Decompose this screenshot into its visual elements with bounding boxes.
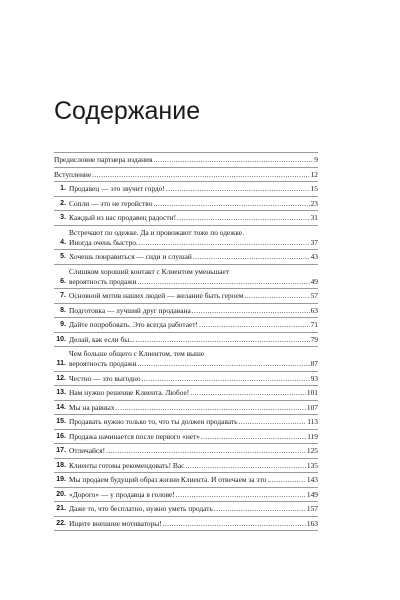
toc-entry bbox=[54, 168, 318, 183]
chapter-title-last-line bbox=[69, 388, 318, 398]
chapter-number: 7. bbox=[60, 292, 66, 299]
toc-entry bbox=[54, 401, 318, 416]
chapter-number: 6. bbox=[60, 277, 66, 285]
chapter-title: Клиенты готовы рекомендовать! Вас bbox=[69, 460, 185, 470]
chapter-title-line: Встречают по одежке. Да и провожают тоже по одежке. bbox=[69, 227, 244, 237]
chapter-title: Подготовка — лучший друг продавана bbox=[69, 305, 191, 315]
dot-leader bbox=[193, 252, 310, 262]
toc-entry-body bbox=[69, 417, 318, 427]
chapter-title-last-line bbox=[69, 306, 318, 316]
toc-entry-body bbox=[69, 252, 318, 262]
toc-entry bbox=[54, 347, 318, 372]
chapter-number: 1. bbox=[60, 185, 66, 192]
toc-entry bbox=[54, 226, 318, 251]
toc-entry-body bbox=[69, 184, 318, 194]
chapter-title-last-line bbox=[54, 155, 318, 165]
chapter-title-last-line bbox=[69, 335, 318, 345]
chapter-title-last-line bbox=[69, 213, 318, 223]
toc-entry-body bbox=[69, 504, 318, 514]
page-number: 149 bbox=[306, 489, 318, 499]
dot-leader bbox=[92, 170, 309, 180]
chapter-title-last-line bbox=[69, 504, 318, 514]
toc-entry bbox=[54, 386, 318, 401]
toc-entry-body bbox=[69, 461, 318, 471]
page-number: 43 bbox=[310, 252, 318, 261]
dot-leader bbox=[199, 320, 310, 330]
dot-leader bbox=[136, 335, 310, 345]
chapter-title: Нам нужно решение Клиента. Любое! bbox=[69, 388, 190, 397]
chapter-title: Каждый из нас продавец радости! bbox=[69, 213, 177, 222]
toc-entry bbox=[54, 488, 318, 503]
toc-entry-body bbox=[69, 213, 318, 223]
chapter-title: Мы на равных bbox=[69, 402, 115, 412]
chapter-title: Честно — это выгодно bbox=[69, 373, 141, 383]
page-number: 79 bbox=[310, 334, 318, 344]
page-number: 119 bbox=[307, 431, 318, 441]
toc-entry-body bbox=[69, 320, 318, 330]
dot-leader bbox=[177, 213, 310, 223]
chapter-title-last-line bbox=[69, 446, 318, 456]
table-of-contents bbox=[54, 152, 318, 531]
chapter-title: Продавец — это звучит гордо! bbox=[69, 184, 165, 193]
toc-entry-body bbox=[54, 155, 318, 165]
chapter-title-last-line bbox=[69, 252, 318, 262]
toc-entry-body bbox=[69, 349, 318, 369]
chapter-title-last-line bbox=[69, 199, 318, 209]
chapter-title-last-line bbox=[69, 374, 318, 384]
chapter-number: 22. bbox=[56, 519, 66, 527]
chapter-title: Отличайся! bbox=[69, 446, 106, 455]
dot-leader bbox=[244, 291, 309, 301]
chapter-title-last-line bbox=[69, 291, 318, 301]
chapter-title: Делай, как если бы... bbox=[69, 334, 135, 344]
dot-leader bbox=[176, 490, 306, 500]
page-number: 135 bbox=[306, 460, 318, 470]
dot-leader bbox=[137, 359, 309, 369]
chapter-number: 20. bbox=[56, 490, 66, 498]
toc-entry bbox=[54, 517, 318, 532]
chapter-title-last-line bbox=[69, 417, 318, 427]
toc-entry-body bbox=[69, 475, 318, 485]
chapter-title: Иногда очень быстро. bbox=[69, 237, 138, 247]
chapter-title-line: Слишком хороший контакт с Клиентом уменьшает bbox=[69, 266, 230, 276]
toc-entry bbox=[54, 502, 318, 517]
page-number: 9 bbox=[314, 155, 318, 164]
chapter-number: 12. bbox=[56, 374, 66, 382]
chapter-title-last-line bbox=[54, 170, 318, 180]
chapter-title-line: Чем больше общего с Клиентом, тем выше bbox=[69, 349, 205, 358]
toc-entry-body bbox=[54, 170, 318, 180]
toc-entry bbox=[54, 250, 318, 265]
toc-entry bbox=[54, 473, 318, 488]
toc-entry bbox=[54, 182, 318, 197]
page-number: 57 bbox=[310, 291, 318, 300]
dot-leader bbox=[153, 199, 309, 209]
chapter-title: вероятность продажи bbox=[69, 276, 137, 286]
dot-leader bbox=[116, 403, 306, 413]
dot-leader bbox=[267, 475, 305, 485]
toc-entry bbox=[54, 415, 318, 430]
chapter-title: Дайте попробовать. Это всегда работает! bbox=[69, 320, 198, 329]
chapter-title: Основной мотив наших людей — желание быть героем bbox=[69, 291, 244, 300]
page-number: 101 bbox=[306, 388, 318, 397]
page-number: 107 bbox=[306, 402, 318, 412]
chapter-number: 13. bbox=[56, 389, 66, 396]
toc-entry bbox=[54, 372, 318, 387]
chapter-title-last-line bbox=[69, 238, 318, 248]
page-number: 113 bbox=[307, 417, 318, 426]
chapter-title: Хочешь понравиться — сиди и слушай bbox=[69, 252, 192, 261]
dot-leader bbox=[192, 306, 310, 316]
chapter-title: Предисловие партнера издания bbox=[54, 155, 153, 164]
chapter-number: 17. bbox=[56, 447, 66, 454]
toc-entry-body bbox=[69, 446, 318, 456]
toc-entry bbox=[54, 444, 318, 459]
chapter-number: 19. bbox=[56, 476, 66, 483]
toc-entry-body bbox=[69, 267, 318, 287]
dot-leader bbox=[166, 184, 310, 194]
toc-entry-body bbox=[69, 228, 318, 248]
toc-entry bbox=[54, 152, 318, 168]
dot-leader bbox=[201, 432, 306, 442]
page-number: 125 bbox=[306, 446, 318, 455]
page-number: 71 bbox=[310, 320, 318, 329]
page-number: 49 bbox=[310, 276, 318, 286]
page-number: 37 bbox=[310, 237, 318, 247]
dot-leader bbox=[163, 519, 306, 529]
chapter-title-last-line bbox=[69, 320, 318, 330]
chapter-title: «Дорого» — у продавца в голове! bbox=[69, 489, 175, 499]
toc-entry bbox=[54, 333, 318, 348]
chapter-number: 15. bbox=[56, 418, 66, 425]
toc-entry bbox=[54, 318, 318, 333]
chapter-number: 8. bbox=[60, 306, 66, 314]
chapter-title: Ищите внешние мотиваторы! bbox=[69, 518, 162, 528]
chapter-title-last-line bbox=[69, 475, 318, 485]
chapter-title-last-line bbox=[69, 461, 318, 471]
toc-entry-body bbox=[69, 291, 318, 301]
toc-entry bbox=[54, 289, 318, 304]
page-number: 163 bbox=[306, 518, 318, 528]
chapter-number: 9. bbox=[60, 321, 66, 328]
toc-entry bbox=[54, 265, 318, 290]
dot-leader bbox=[214, 504, 306, 514]
dot-leader bbox=[185, 461, 305, 471]
page-number: 23 bbox=[310, 198, 318, 208]
chapter-title-last-line bbox=[69, 403, 318, 413]
chapter-title-last-line bbox=[69, 184, 318, 194]
chapter-number: 2. bbox=[60, 199, 66, 207]
dot-leader bbox=[239, 417, 307, 427]
toc-entry-body bbox=[69, 374, 318, 384]
dot-leader bbox=[139, 238, 310, 248]
dot-leader bbox=[142, 374, 310, 384]
page-number: 143 bbox=[306, 475, 318, 484]
chapter-number: 5. bbox=[60, 253, 66, 260]
toc-entry-body bbox=[69, 306, 318, 316]
chapter-title: Даже то, что бесплатно, нужно уметь продать bbox=[69, 504, 213, 513]
page-number: 31 bbox=[310, 213, 318, 222]
chapter-number: 3. bbox=[60, 214, 66, 221]
toc-entry-body bbox=[69, 199, 318, 209]
chapter-title-last-line bbox=[69, 519, 318, 529]
chapter-number: 11. bbox=[56, 360, 66, 367]
page-number: 87 bbox=[310, 359, 318, 368]
chapter-title: Продавать нужно только то, что ты должен продавать bbox=[69, 417, 238, 426]
dot-leader bbox=[137, 277, 309, 287]
chapter-number: 18. bbox=[56, 461, 66, 469]
chapter-title-last-line bbox=[69, 432, 318, 442]
page-number: 12 bbox=[310, 169, 318, 179]
chapter-number: 16. bbox=[56, 432, 66, 440]
chapter-title-last-line bbox=[69, 490, 318, 500]
chapter-title-last-line bbox=[69, 277, 318, 287]
dot-leader bbox=[153, 155, 313, 165]
chapter-title: вероятность продажи bbox=[69, 359, 137, 368]
page-number: 157 bbox=[306, 504, 318, 513]
page-number: 63 bbox=[310, 305, 318, 315]
chapter-title-last-line bbox=[69, 359, 318, 369]
toc-entry bbox=[54, 304, 318, 319]
dot-leader bbox=[190, 388, 306, 398]
toc-entry-body bbox=[69, 432, 318, 442]
chapter-number: 21. bbox=[56, 505, 66, 512]
page-number: 93 bbox=[310, 373, 318, 383]
chapter-title: Продажа начинается после первого «нет» bbox=[69, 431, 201, 441]
page-title: Содержание bbox=[54, 97, 201, 125]
chapter-number: 10. bbox=[56, 335, 66, 343]
chapter-title: Сопли — это не геройство bbox=[69, 198, 153, 208]
chapter-number: 4. bbox=[60, 238, 66, 246]
toc-entry bbox=[54, 211, 318, 226]
page-number: 15 bbox=[310, 184, 318, 193]
toc-entry-body bbox=[69, 388, 318, 398]
toc-entry bbox=[54, 430, 318, 445]
toc-entry bbox=[54, 197, 318, 212]
toc-entry-body bbox=[69, 519, 318, 529]
dot-leader bbox=[106, 446, 306, 456]
chapter-number: 14. bbox=[56, 403, 66, 411]
chapter-title: Мы продаем будущий образ жизни Клиента. И отвечаем за это bbox=[69, 475, 267, 484]
toc-entry-body bbox=[69, 490, 318, 500]
toc-entry bbox=[54, 459, 318, 474]
chapter-title: Вступление bbox=[54, 169, 92, 179]
toc-entry-body bbox=[69, 335, 318, 345]
toc-entry-body bbox=[69, 403, 318, 413]
